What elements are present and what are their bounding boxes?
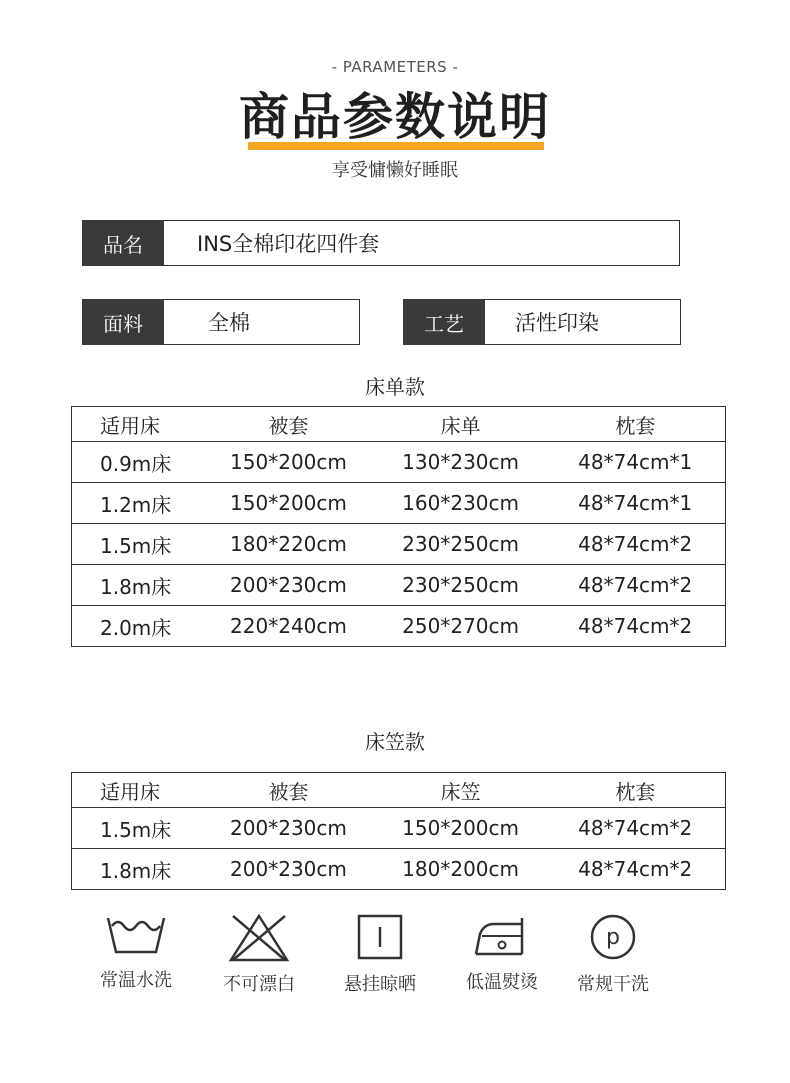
col-header: 枕套 bbox=[545, 407, 725, 442]
page-title-wrap bbox=[0, 86, 790, 148]
table-cell: 48*74cm*2 bbox=[545, 849, 725, 890]
table-cell: 200*230cm bbox=[201, 565, 376, 606]
care-hang bbox=[325, 912, 435, 996]
table-cell: 1.5m床 bbox=[72, 808, 202, 849]
table-cell: 230*250cm bbox=[376, 524, 546, 565]
table-cell: 130*230cm bbox=[376, 442, 546, 483]
table-cell: 48*74cm*2 bbox=[545, 606, 725, 647]
table-header-row bbox=[72, 407, 726, 442]
table-cell: 150*200cm bbox=[201, 483, 376, 524]
table-cell: 230*250cm bbox=[376, 565, 546, 606]
sheet-size-table bbox=[71, 406, 726, 647]
dry-clean-p-icon bbox=[588, 912, 638, 962]
table-cell: 200*230cm bbox=[201, 849, 376, 890]
table-row bbox=[72, 606, 726, 647]
table-cell: 220*240cm bbox=[201, 606, 376, 647]
param-craft-box bbox=[403, 299, 681, 345]
col-header: 床笠 bbox=[376, 773, 546, 808]
table-row bbox=[72, 442, 726, 483]
table-cell: 180*200cm bbox=[376, 849, 546, 890]
table-row bbox=[72, 565, 726, 606]
care-dryclean bbox=[558, 912, 668, 996]
table-row bbox=[72, 849, 726, 890]
care-label: 常温水洗 bbox=[100, 970, 172, 991]
table-cell: 150*200cm bbox=[201, 442, 376, 483]
col-header: 被套 bbox=[201, 407, 376, 442]
param-craft-label: 工艺 bbox=[403, 299, 485, 345]
fitted-table-title: 床笠款 bbox=[365, 730, 425, 754]
table-cell: 1.5m床 bbox=[72, 524, 202, 565]
care-label: 不可漂白 bbox=[223, 974, 295, 995]
param-name-box bbox=[82, 220, 680, 266]
tagline: 享受慵懒好睡眠 bbox=[332, 160, 458, 181]
table-cell: 180*220cm bbox=[201, 524, 376, 565]
care-wash bbox=[81, 912, 191, 992]
table-cell: 48*74cm*1 bbox=[545, 483, 725, 524]
table-cell: 250*270cm bbox=[376, 606, 546, 647]
table-cell: 160*230cm bbox=[376, 483, 546, 524]
table-row bbox=[72, 808, 726, 849]
subtitle-en: - PARAMETERS - bbox=[331, 58, 459, 76]
table-row bbox=[72, 524, 726, 565]
table-cell: 0.9m床 bbox=[72, 442, 202, 483]
dry-clean-symbol: p bbox=[606, 925, 620, 950]
table-cell: 1.8m床 bbox=[72, 849, 202, 890]
param-name-value: INS全棉印花四件套 bbox=[197, 232, 380, 256]
fitted-size-table bbox=[71, 772, 726, 890]
low-iron-icon bbox=[470, 912, 534, 960]
table-cell: 1.2m床 bbox=[72, 483, 202, 524]
param-fabric-label: 面料 bbox=[82, 299, 164, 345]
param-craft-value: 活性印染 bbox=[515, 311, 599, 335]
table-cell: 48*74cm*1 bbox=[545, 442, 725, 483]
table-cell: 1.8m床 bbox=[72, 565, 202, 606]
care-bleach bbox=[204, 912, 314, 996]
care-label: 低温熨烫 bbox=[466, 972, 538, 993]
col-header: 被套 bbox=[201, 773, 376, 808]
param-fabric-box bbox=[82, 299, 360, 345]
table-cell: 48*74cm*2 bbox=[545, 808, 725, 849]
param-fabric-value: 全棉 bbox=[208, 311, 250, 335]
table-cell: 2.0m床 bbox=[72, 606, 202, 647]
table-header-row bbox=[72, 773, 726, 808]
col-header: 适用床 bbox=[72, 407, 202, 442]
table-cell: 48*74cm*2 bbox=[545, 565, 725, 606]
table-cell: 150*200cm bbox=[376, 808, 546, 849]
sheet-table-title: 床单款 bbox=[365, 375, 425, 399]
table-cell: 200*230cm bbox=[201, 808, 376, 849]
table-cell: 48*74cm*2 bbox=[545, 524, 725, 565]
col-header: 床单 bbox=[376, 407, 546, 442]
page-title: 商品参数说明 bbox=[239, 88, 551, 146]
no-bleach-icon bbox=[227, 912, 291, 962]
table-row bbox=[72, 483, 726, 524]
care-iron bbox=[447, 912, 557, 994]
care-label: 常规干洗 bbox=[577, 974, 649, 995]
param-name-label: 品名 bbox=[82, 220, 164, 266]
care-label: 悬挂晾晒 bbox=[344, 974, 416, 995]
col-header: 适用床 bbox=[72, 773, 202, 808]
col-header: 枕套 bbox=[545, 773, 725, 808]
wash-tub-icon bbox=[104, 912, 168, 958]
hang-dry-icon bbox=[355, 912, 405, 962]
